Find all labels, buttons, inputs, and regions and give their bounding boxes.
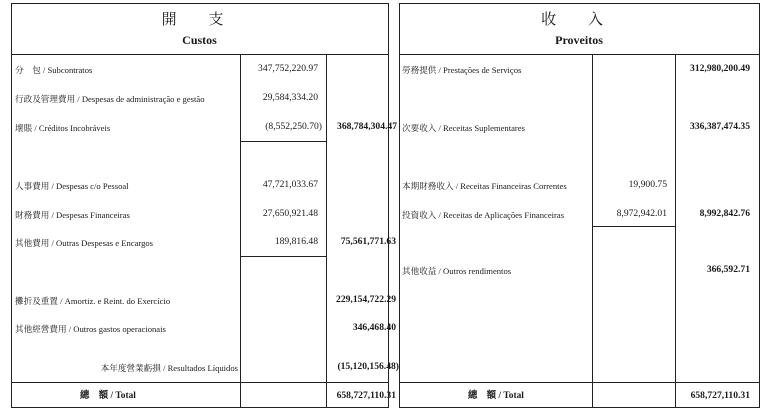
costs-row-subtotal: 229,154,722.29: [336, 294, 396, 305]
right-detail-col-border: [592, 54, 593, 408]
right-top-border: [399, 3, 759, 4]
costs-header-pt: Custos: [182, 33, 217, 47]
right-left-border: [399, 3, 400, 408]
costs-row-label: 本年度營業虧損 / Resultados Líquidos: [100, 363, 238, 373]
costs-row-label: 行政及管理費用 / Despesas de administração e gestão: [15, 94, 205, 104]
income-row-detail: 8,972,942.01: [616, 208, 667, 219]
costs-row-label: 人事費用 / Despesas c/o Pessoal: [15, 181, 129, 191]
costs-header-cjk: 開 支: [161, 12, 238, 28]
costs-row-label: 攤折及重置 / Amortiz. e Reint. do Exercício: [15, 296, 171, 306]
right-subtotal-col-border: [675, 54, 676, 408]
income-row-label: 次要收入 / Receitas Suplementares: [402, 123, 525, 133]
income-row-label: 投資收入 / Receitas de Aplicações Financeiras: [402, 210, 565, 220]
costs-row-detail: 29,584,334.20: [262, 92, 318, 103]
costs-row-detail: (8,552,250.70): [265, 121, 322, 132]
income-row-subtotal: 312,980,200.49: [690, 63, 750, 74]
costs-row-subtotal: 368,784,304.47: [337, 121, 397, 132]
left-subtotal-col-border: [326, 54, 327, 408]
left-bottom-border: [11, 407, 388, 408]
costs-row-label: 其他經營費用 / Outros gastos operacionais: [15, 324, 166, 334]
costs-row-label: 壞賬 / Créditos Incobráveis: [15, 123, 111, 133]
left-detail-col-border: [240, 54, 241, 408]
income-total-label: 總 額 / Total: [468, 391, 524, 401]
right-bottom-border: [399, 407, 759, 408]
costs-row-detail: 347,752,220.97: [258, 63, 318, 74]
right-outer-border: [759, 3, 760, 408]
costs-row-subtotal: 346,468.40: [352, 322, 396, 333]
costs-row-label: 其他費用 / Outras Despesas e Encargos: [15, 238, 154, 248]
costs-row-detail: 189,816.48: [274, 236, 318, 247]
left-right-border: [388, 3, 389, 408]
right-total-divider: [399, 382, 759, 383]
left-total-divider: [11, 382, 388, 383]
costs-total-value: 658,727,110.31: [336, 390, 396, 401]
left-group-divider-2: [240, 256, 326, 257]
income-row-subtotal: 336,387,474.35: [690, 121, 750, 132]
costs-row-subtotal: 75,561,771.63: [340, 236, 396, 247]
costs-row-label: 財務費用 / Despesas Financeiras: [15, 210, 130, 220]
left-top-border: [11, 3, 388, 4]
income-row-label: 勞務提供 / Prestações de Serviços: [402, 65, 522, 75]
income-row-label: 本期財務收入 / Receitas Financeiras Correntes: [402, 181, 567, 191]
left-header-divider: [11, 54, 388, 55]
income-row-subtotal: 8,992,842.76: [699, 208, 750, 219]
costs-row-detail: 47,721,033.67: [262, 179, 318, 190]
income-header-pt: Proveitos: [555, 33, 603, 47]
right-header-divider: [399, 54, 759, 55]
right-group-divider: [592, 226, 675, 227]
income-row-label: 其他收益 / Outros rendimentos: [402, 266, 512, 276]
income-total-value: 658,727,110.31: [690, 390, 750, 401]
left-outer-border: [11, 3, 12, 408]
income-row-detail: 19,900.75: [628, 179, 667, 190]
costs-total-label: 總 額 / Total: [80, 391, 136, 401]
costs-row-label: 分 包 / Subcontratos: [15, 65, 93, 75]
left-group-divider-1: [240, 141, 326, 142]
income-header-cjk: 收 入: [541, 12, 617, 28]
costs-row-subtotal: (15,120,156.48): [337, 361, 399, 372]
costs-row-detail: 27,650,921.48: [262, 208, 318, 219]
income-row-subtotal: 366,592.71: [706, 264, 750, 275]
